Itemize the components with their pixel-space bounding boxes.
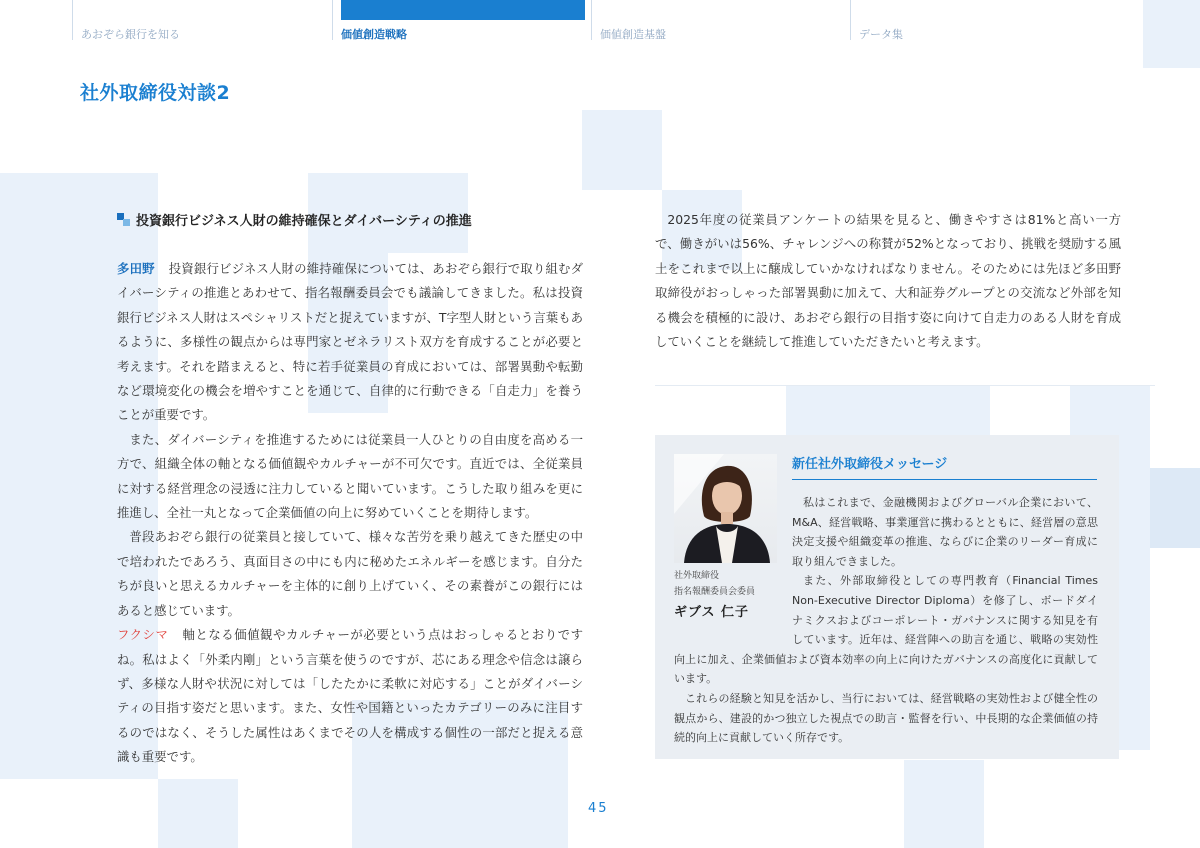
director-name: ギブス 仁子: [674, 605, 750, 620]
speaker-name: 多田野: [117, 261, 155, 276]
nav-item-label: 価値創造戦略: [341, 28, 407, 41]
message-title: 新任社外取締役メッセージ: [792, 457, 948, 472]
message-paragraph: また、外部取締役としての専門教育（Financial Times Non-Executive Director Diploma）を修了し、ボードダイナミクスおよびコーポレート・ガバナンスに関する知見を有しています。近年は、経営陣への助言を通じ、戦略の実効性向上に加え、企業価値および資本効率の向上に向けたガバナンスの高度化に貢献しています。: [674, 574, 1098, 686]
active-tab-indicator: [341, 0, 585, 20]
message-body: [674, 493, 1098, 748]
bg-square: [1143, 0, 1200, 68]
message-paragraph: 私はこれまで、金融機関およびグローバル企業において、M&A、経営戦略、事業運営に携わるとともに、経営層の意思決定支援や組織変革の推進、ならびに企業のリーダー育成に取り組んできました。: [792, 496, 1098, 568]
nav-item-data[interactable]: [850, 0, 1112, 40]
bg-square: [1150, 468, 1200, 548]
left-column: [117, 257, 583, 770]
paragraph: 2025年度の従業員アンケートの結果を見ると、働きやすさは81%と高い一方で、働きがいは56%、チャレンジへの称賛が52%となっており、挑戦を奨励する風土をこれまで以上に醸成していかなければなりません。そのためには先ほど多田野取締役がおっしゃった部署異動に加えて、大和証券グループとの交流など外部を知る機会を積極的に設け、あおぞら銀行の目指す姿に向けて自走力のある人財を育成していくことを継続して推進していただきたいと考えます。: [655, 212, 1121, 350]
section-heading-text: 投資銀行ビジネス人財の維持確保とダイバーシティの推進: [136, 214, 472, 229]
section-heading: [117, 210, 472, 229]
nav-item-value-foundation[interactable]: [591, 0, 851, 40]
paragraph: [117, 623, 583, 769]
right-column: [655, 208, 1121, 354]
speaker-name: フクシマ: [117, 627, 169, 643]
new-director-message-box: [655, 435, 1119, 759]
nav-item-about[interactable]: [72, 0, 332, 40]
bg-square: [904, 760, 984, 848]
divider: [655, 385, 1155, 386]
message-paragraph: これらの経験と知見を活かし、当行においては、経営戦略の実効性および健全性の観点から、建設的かつ独立した視点での助言・監督を行い、中長期的な企業価値の持続的向上に貢献していく所存です。: [674, 691, 1098, 745]
page-number: 45: [588, 801, 609, 816]
paragraph-text: 軸となる価値観やカルチャーが必要という点はおっしゃるとおりですね。私はよく「外柔内剛」という言葉を使うのですが、芯にある理念や信念は譲らず、多様な人財や状況に対しては「したたかに柔軟に対応する」ことがダイバーシティの目指す姿だと思います。また、女性や国籍といったカテゴリーのみに注目するのではなく、そうした属性はあくまでその人を構成する個性の一部だと捉える意識も重要です。: [117, 627, 583, 765]
role-line: 社外取締役: [674, 571, 720, 581]
nav-item-label: 価値創造基盤: [600, 28, 666, 41]
paragraph-text: 投資銀行ビジネス人財の維持確保については、あおぞら銀行で取り組むダイバーシティの推進とあわせて、指名報酬委員会でも議論してきました。私は投資銀行ビジネス人財はスペシャリストだと捉えていますが、T字型人財という言葉もあるように、多様性の観点からは専門家とゼネラリスト双方を育成することが必要と考えます。それを踏まえると、特に若手従業員の育成においては、部署異動や転勤など環境変化の機会を増やすことを通じて、自律的に行動できる「自走力」を養うことが重要です。: [117, 261, 583, 423]
bg-square: [158, 779, 238, 848]
nav-item-label: あおぞら銀行を知る: [81, 28, 180, 41]
top-navigation: [72, 0, 1112, 42]
bg-square: [582, 110, 662, 190]
page-title: 社外取締役対談2: [80, 82, 231, 104]
nav-item-label: データ集: [859, 28, 903, 41]
title-underline: [792, 479, 1097, 480]
paragraph: 普段あおぞら銀行の従業員と接していて、様々な苦労を乗り越えてきた歴史の中で培われたであろう、真面目さの中にも内に秘めたエネルギーを感じます。自分たちが良いと思えるカルチャーを主体的に創り上げていく、その素養がこの銀行にはあると感じています。: [117, 529, 583, 618]
paragraph: [117, 257, 583, 428]
paragraph: また、ダイバーシティを推進するためには従業員一人ひとりの自由度を高める一方で、組織全体の軸となる価値観やカルチャーが不可欠です。直近では、全従業員に対する経営理念の浸透に注力していると聞いています。こうした取り組みを更に推進し、全社一丸となって企業価値の向上に努めていくことを期待します。: [117, 431, 583, 521]
role-line: 指名報酬委員会委員: [674, 587, 756, 597]
square-bullet-icon: [117, 213, 130, 226]
nav-item-value-strategy[interactable]: [332, 0, 592, 40]
